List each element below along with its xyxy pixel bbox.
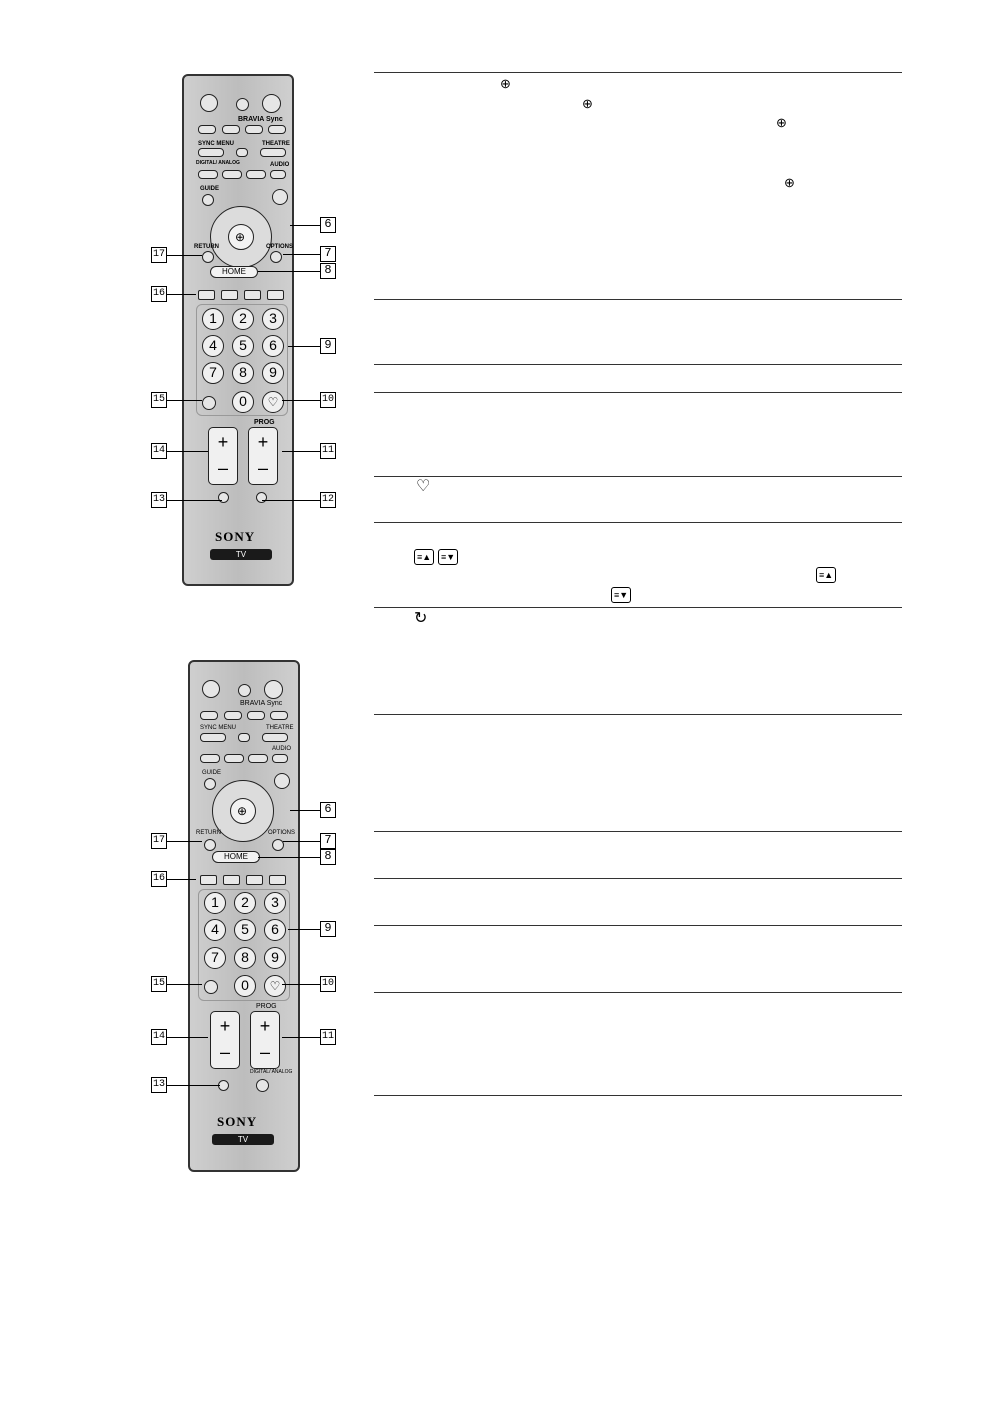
digit-2-button[interactable]: 2 [234, 892, 256, 914]
epg-button[interactable] [246, 170, 266, 179]
callout-10: 10 [320, 976, 336, 992]
bravia-sync-label: BRAVIA Sync [240, 700, 283, 707]
subtitle-button[interactable] [202, 396, 216, 410]
stop-button[interactable] [236, 148, 248, 157]
callout-leader [166, 294, 196, 295]
audio-label: AUDIO [270, 162, 290, 168]
callout-16: 16 [151, 871, 167, 887]
sony-logo: SONY [217, 1114, 258, 1129]
digit-6-button[interactable]: 6 [264, 919, 286, 941]
callout-leader [166, 1037, 208, 1038]
digit-6-button[interactable]: 6 [262, 335, 284, 357]
green-button[interactable] [223, 875, 240, 885]
table-rule [374, 364, 902, 365]
ok-button-icon: ⊕ [582, 96, 593, 111]
page-up-icon: ≡▲ [414, 549, 434, 565]
home-label: HOME [222, 267, 246, 276]
sony-logo: SONY [215, 529, 256, 544]
volume-rocker[interactable]: + – [210, 1011, 240, 1069]
volume-rocker[interactable]: + – [208, 427, 238, 485]
options-label: OPTIONS [268, 830, 296, 836]
callout-leader [166, 984, 202, 985]
pause-button[interactable] [245, 125, 263, 134]
yellow-button[interactable] [244, 290, 261, 300]
table-rule [374, 1095, 902, 1096]
remote-body [188, 660, 300, 1172]
yellow-button[interactable] [246, 875, 263, 885]
callout-8: 8 [320, 849, 336, 865]
mute-button[interactable] [218, 492, 229, 503]
table-rule [374, 607, 902, 608]
callout-13: 13 [151, 1077, 167, 1093]
table-rule [374, 714, 902, 715]
return-label: RETURN [196, 830, 221, 836]
digit-2-button[interactable]: 2 [232, 308, 254, 330]
callout-leader [258, 857, 322, 858]
sync-menu-label: SYNC MENU [198, 141, 235, 147]
callout-leader [288, 929, 322, 930]
callout-leader [166, 841, 202, 842]
digital-analog-button[interactable] [198, 170, 218, 179]
heart-icon: ♡ [269, 979, 281, 993]
theatre-button[interactable] [260, 148, 286, 157]
digital-analog-label: DIGITAL/ ANALOG [196, 160, 240, 166]
return-button[interactable] [202, 251, 214, 263]
callout-leader [290, 225, 322, 226]
callout-leader [282, 400, 322, 401]
callout-6: 6 [320, 802, 336, 818]
guide-button[interactable] [202, 194, 214, 206]
prog-label: PROG [254, 419, 275, 426]
digit-0-button[interactable]: 0 [232, 391, 254, 413]
home-button[interactable] [212, 851, 260, 863]
info-button[interactable] [272, 189, 288, 205]
previous-channel-icon: ↻ [414, 610, 428, 627]
fast-forward-button[interactable] [268, 125, 286, 134]
digit-4-button[interactable]: 4 [204, 919, 226, 941]
theatre-label: THEATRE [266, 725, 294, 731]
callout-leader [166, 500, 222, 501]
callout-8: 8 [320, 263, 336, 279]
teletext-button[interactable] [222, 170, 242, 179]
table-rule [374, 925, 902, 926]
digit-9-button[interactable]: 9 [264, 947, 286, 969]
options-label: OPTIONS [266, 244, 294, 250]
digit-8-button[interactable]: 8 [232, 362, 254, 384]
callout-leader [290, 810, 322, 811]
heart-icon: ♡ [416, 478, 431, 495]
table-rule [374, 992, 902, 993]
callout-leader [282, 1037, 322, 1038]
callout-17: 17 [151, 833, 167, 849]
digit-8-button[interactable]: 8 [234, 947, 256, 969]
home-button[interactable] [210, 266, 258, 278]
tv-label: TV [212, 1134, 274, 1145]
digit-1-button[interactable]: 1 [204, 892, 226, 914]
heart-icon: ♡ [267, 395, 279, 409]
callout-leader [258, 271, 322, 272]
callout-12: 12 [320, 492, 336, 508]
red-button[interactable] [198, 290, 215, 300]
digital-analog-button[interactable] [256, 1079, 269, 1092]
table-rule [374, 878, 902, 879]
digit-3-button[interactable]: 3 [262, 308, 284, 330]
callout-11: 11 [320, 443, 336, 459]
bravia-sync-label: BRAVIA Sync [238, 116, 283, 123]
digit-3-button[interactable]: 3 [264, 892, 286, 914]
digit-5-button[interactable]: 5 [234, 919, 256, 941]
table-rule [374, 831, 902, 832]
sync-menu-button[interactable] [200, 733, 226, 742]
favourites-button[interactable] [262, 391, 284, 413]
digit-5-button[interactable]: 5 [232, 335, 254, 357]
ok-button-icon: ⊕ [237, 804, 248, 818]
callout-leader [166, 400, 202, 401]
callout-leader [166, 879, 196, 880]
prog-label: PROG [256, 1003, 277, 1010]
input-button[interactable] [200, 94, 218, 112]
audio-button[interactable] [270, 170, 286, 179]
callout-leader [283, 841, 322, 842]
callout-13: 13 [151, 492, 167, 508]
ok-button-icon: ⊕ [776, 115, 787, 130]
callout-9: 9 [320, 921, 336, 937]
subtitle-button[interactable] [204, 980, 218, 994]
callout-leader [282, 984, 322, 985]
callout-14: 14 [151, 1029, 167, 1045]
callout-leader [166, 255, 202, 256]
digital-analog-label: DIGITAL/ ANALOG [250, 1069, 293, 1075]
callout-6: 6 [320, 217, 336, 233]
callout-7: 7 [320, 246, 336, 262]
callout-leader [262, 500, 322, 501]
callout-15: 15 [151, 392, 167, 408]
info-button[interactable] [274, 773, 290, 789]
ok-button-icon: ⊕ [235, 230, 246, 244]
guide-label: GUIDE [200, 186, 220, 192]
rewind-button[interactable] [200, 711, 218, 720]
table-rule [374, 299, 902, 300]
callout-9: 9 [320, 338, 336, 354]
remote-body [182, 74, 294, 586]
sync-menu-label: SYNC MENU [200, 725, 237, 731]
digit-7-button[interactable]: 7 [202, 362, 224, 384]
favourites-button[interactable] [264, 975, 286, 997]
program-rocker[interactable]: + – [248, 427, 278, 485]
tv-label: TV [210, 549, 272, 560]
ok-button-icon: ⊕ [784, 175, 795, 190]
epg-button[interactable] [224, 754, 244, 763]
previous-channel-button[interactable] [256, 492, 267, 503]
digit-7-button[interactable]: 7 [204, 947, 226, 969]
theatre-button[interactable] [262, 733, 288, 742]
callout-7: 7 [320, 833, 336, 849]
ok-button[interactable] [228, 224, 254, 250]
table-rule [374, 522, 902, 523]
return-button[interactable] [204, 839, 216, 851]
theatre-label: THEATRE [262, 141, 290, 147]
digit-9-button[interactable]: 9 [262, 362, 284, 384]
blue-button[interactable] [269, 875, 286, 885]
power-button[interactable] [264, 680, 283, 699]
program-rocker[interactable]: + – [250, 1011, 280, 1069]
table-rule [374, 476, 902, 477]
digit-1-button[interactable]: 1 [202, 308, 224, 330]
page-down-icon: ≡▼ [611, 587, 631, 603]
subtitle-setting-button[interactable] [248, 754, 268, 763]
callout-15: 15 [151, 976, 167, 992]
sync-menu-button[interactable] [198, 148, 224, 157]
pause-button[interactable] [247, 711, 265, 720]
page-down-icon: ≡▼ [438, 549, 458, 565]
power-button[interactable] [262, 94, 281, 113]
callout-leader [283, 254, 322, 255]
input-button[interactable] [202, 680, 220, 698]
home-label: HOME [224, 852, 248, 861]
callout-leader [166, 451, 208, 452]
audio-button[interactable] [272, 754, 288, 763]
ok-button-icon: ⊕ [500, 76, 511, 91]
table-rule [374, 72, 902, 73]
return-label: RETURN [194, 244, 219, 250]
digit-0-button[interactable]: 0 [234, 975, 256, 997]
callout-leader [166, 1085, 220, 1086]
audio-label: AUDIO [272, 746, 292, 752]
guide-label: GUIDE [202, 770, 222, 776]
options-button[interactable] [270, 251, 282, 263]
blue-button[interactable] [267, 290, 284, 300]
table-rule [374, 392, 902, 393]
guide-button[interactable] [204, 778, 216, 790]
callout-16: 16 [151, 286, 167, 302]
stop-button[interactable] [238, 733, 250, 742]
page-up-icon: ≡▲ [816, 567, 836, 583]
callout-17: 17 [151, 247, 167, 263]
screen-mode-button[interactable] [236, 98, 249, 111]
digit-4-button[interactable]: 4 [202, 335, 224, 357]
teletext-button[interactable] [200, 754, 220, 763]
play-button[interactable] [222, 125, 240, 134]
screen-mode-button[interactable] [238, 684, 251, 697]
callout-14: 14 [151, 443, 167, 459]
callout-leader [288, 346, 322, 347]
callout-10: 10 [320, 392, 336, 408]
red-button[interactable] [200, 875, 217, 885]
rewind-button[interactable] [198, 125, 216, 134]
green-button[interactable] [221, 290, 238, 300]
callout-leader [282, 451, 322, 452]
play-button[interactable] [224, 711, 242, 720]
ok-button[interactable] [230, 798, 256, 824]
callout-11: 11 [320, 1029, 336, 1045]
fast-forward-button[interactable] [270, 711, 288, 720]
